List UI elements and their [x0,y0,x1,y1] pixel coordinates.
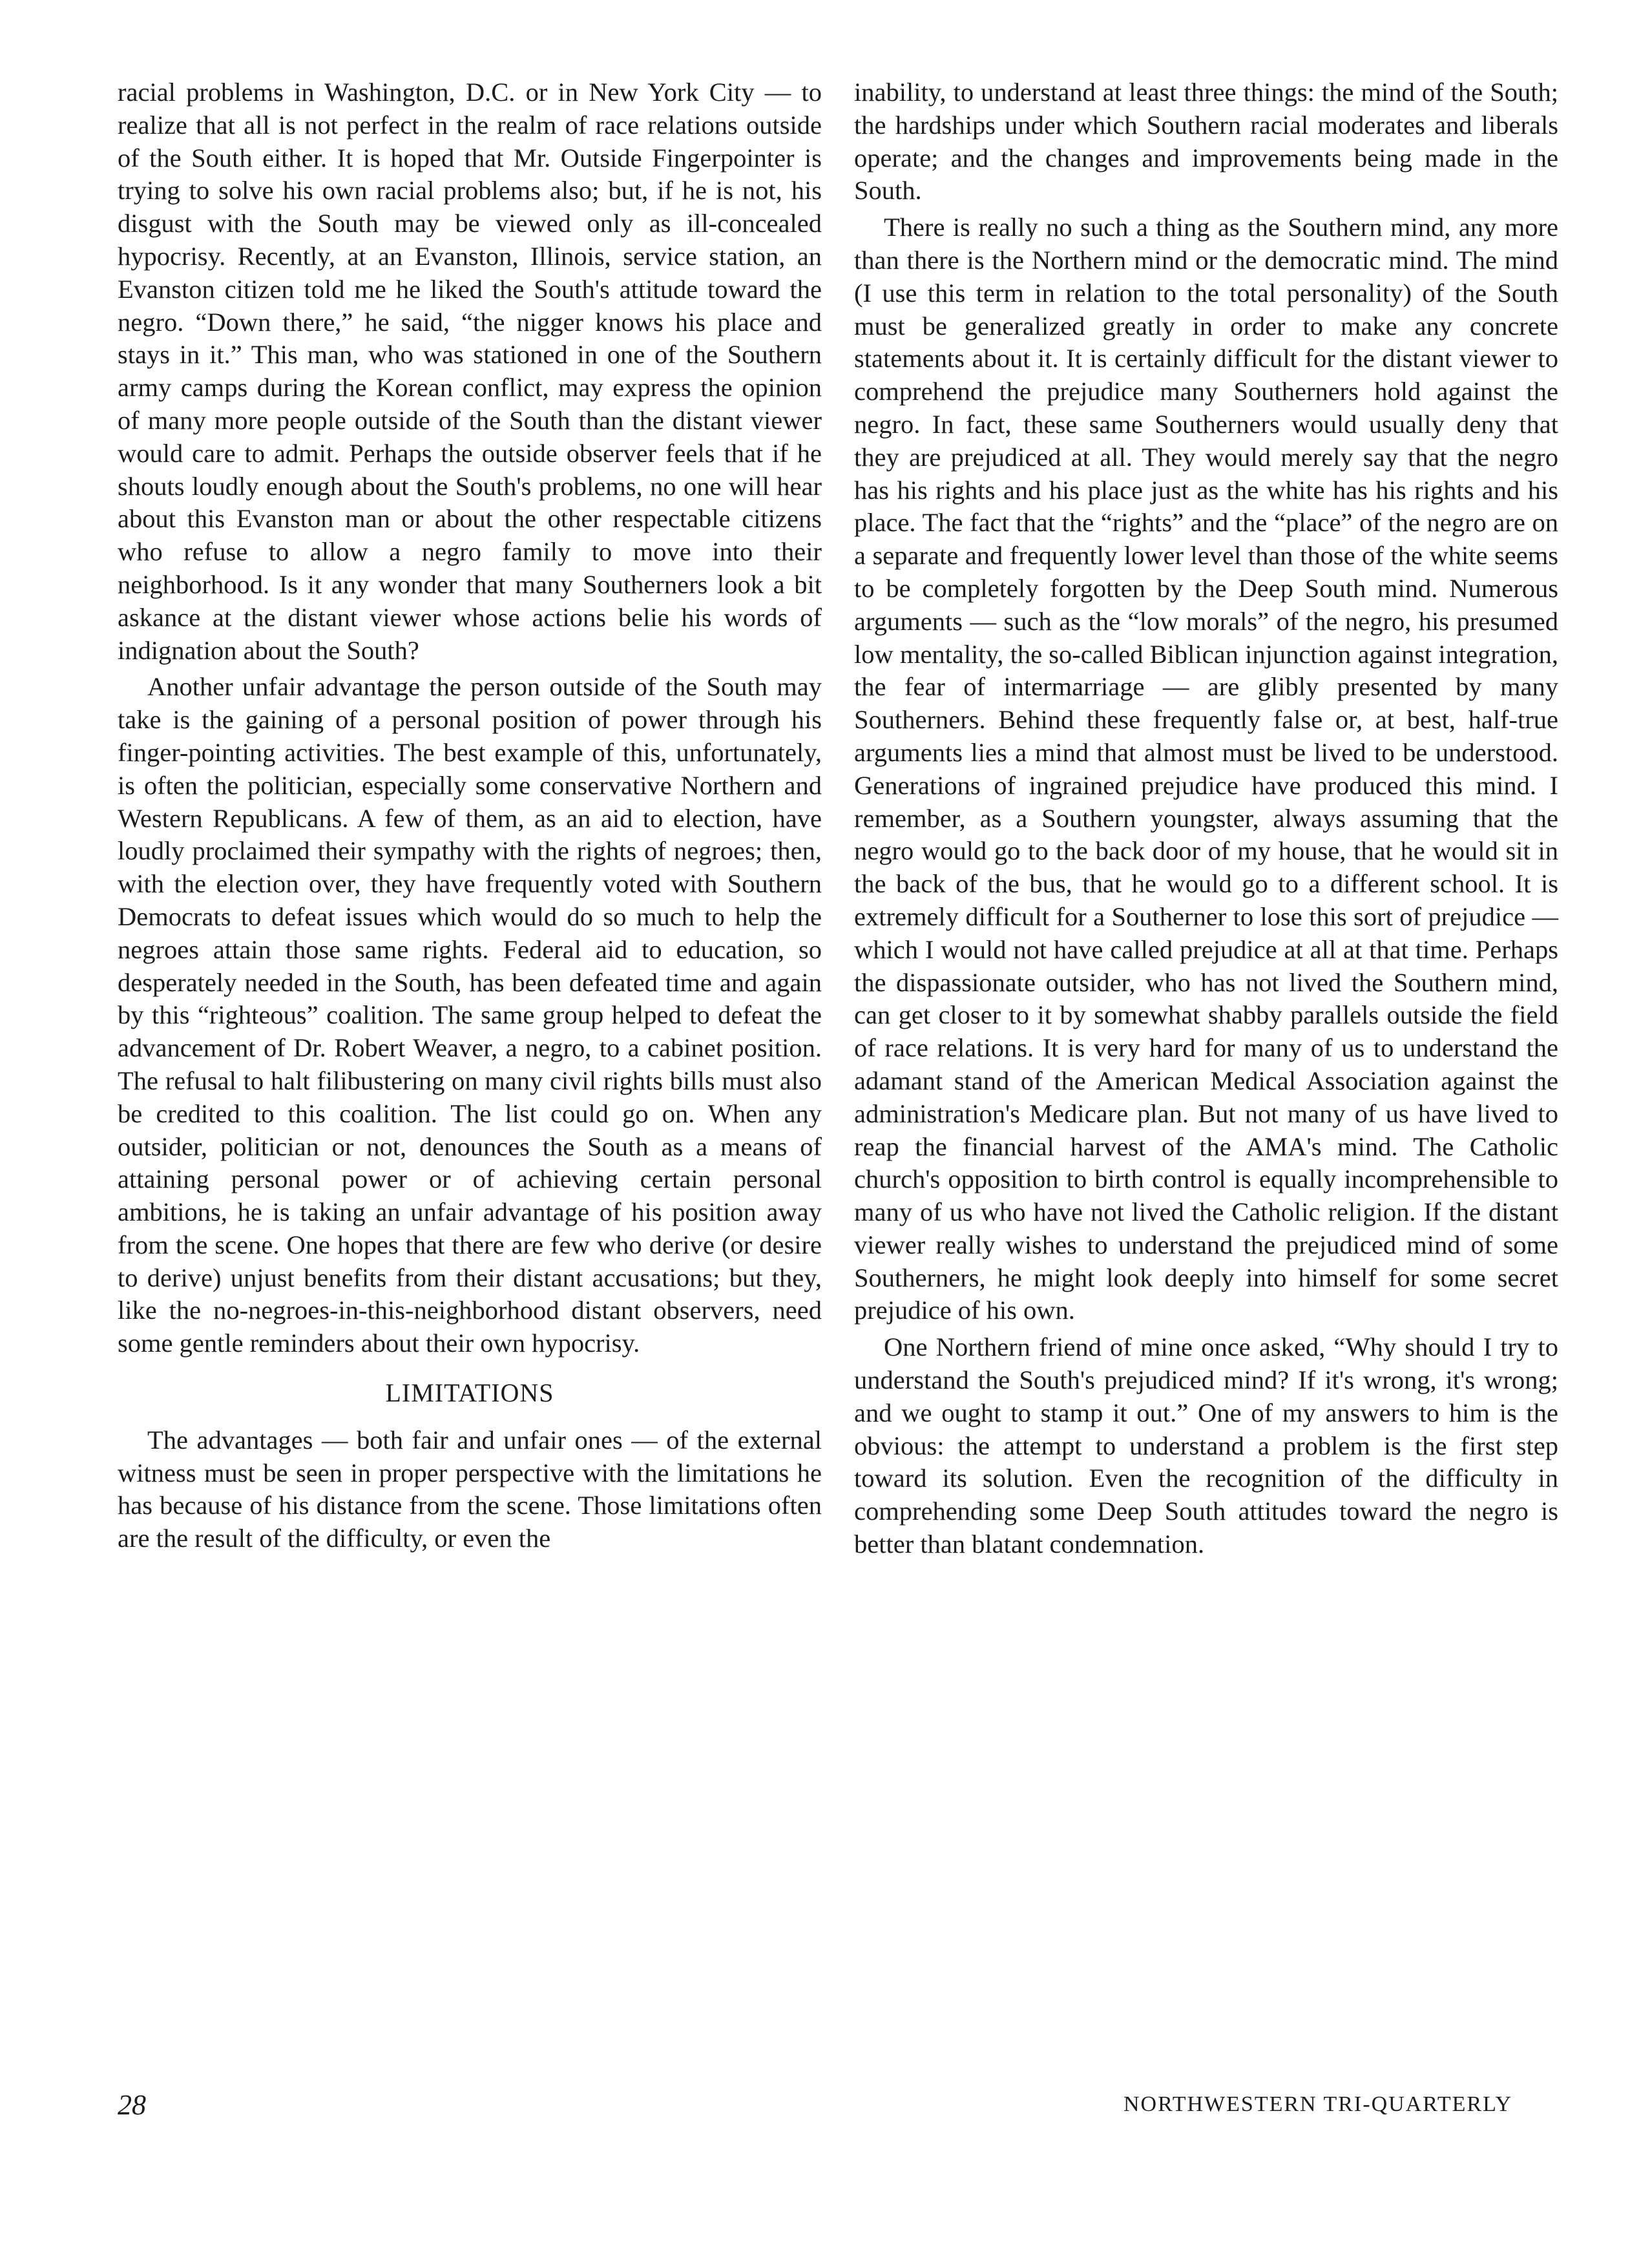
left-column [118,76,822,1559]
section-heading-limitations: LIMITATIONS [385,1378,554,1408]
page-number: 28 [118,2089,146,2121]
journal-title: NORTHWESTERN TRI-QUARTERLY [1123,2092,1512,2116]
right-column [854,76,1558,1565]
right-paragraph-2: There is really no such a thing as the Southern mind, any more than there is the Northern mind or the democratic mind. The mind (I use this term in relation to the total personality) of the South must be generalized greatly in order to make any concrete statements about it. It is certainly difficult for the distant viewer to comprehend the prejudice many Southerners hold against the negro. In fact, these same Southerners would usually deny that they are prejudiced at all. They would merely say that the negro has his rights and his place just as the white has his rights and his place. The fact that the “rights” and the “place” of the negro are on a separate and frequently lower level than those of the white seems to be completely forgotten by the Deep South mind. Numerous arguments — such as the “low morals” of the negro, his presumed low mentality, the so-called Biblican injunction against integration, the fear of intermarriage — are glibly presented by many Southerners. Behind these frequently false or, at best, half-true arguments lies a mind that almost must be lived to be understood. Generations of ingrained prejudice have produced this mind. I remember, as a Southern youngster, always assuming that the negro would go to the back door of my house, that he would sit in the back of the bus, that he would go to a different school. It is extremely difficult for a Southerner to lose this sort of prejudice — which I would not have called prejudice at all at that time. Perhaps the dispassionate outsider, who has not lived the Southern mind, can get closer to it by somewhat shabby parallels outside the field of race relations. It is very hard for many of us to understand the adamant stand of the American Medical Association against the administration's Medicare plan. But not many of us have lived to reap the financial harvest of the AMA's mind. The Catholic church's opposition to birth control is equally incomprehensible to many of us who have not lived the Catholic religion. If the distant viewer really wishes to understand the prejudiced mind of some Southerners, he might look deeply into himself for some secret prejudice of his own. [854,213,1558,1325]
left-paragraph-2: Another unfair advantage the person outside of the South may take is the gaining of a personal position of power through his finger-pointing activities. The best example of this, unfortunately, is often the politician, especially some conservative Northern and Western Republicans. A few of them, as an aid to election, have loudly proclaimed their sympathy with the rights of negroes; then, with the election over, they have frequently voted with Southern Democrats to defeat issues which would do so much to help the negroes attain those same rights. Federal aid to education, so desperately needed in the South, has been defeated time and again by this “righteous” coalition. The same group helped to defeat the advancement of Dr. Robert Weaver, a negro, to a cabinet position. The refusal to halt filibustering on many civil rights bills must also be credited to this coalition. The list could go on. When any outsider, politician or not, denounces the South as a means of attaining personal power or of achieving certain personal ambitions, he is taking an unfair advantage of his position away from the scene. One hopes that there are few who derive (or desire to derive) unjust benefits from their distant accusations; but they, like the no-negroes-in-this-neighborhood distant observers, need some gentle reminders about their own hypocrisy. [118,672,822,1358]
right-paragraph-3: One Northern friend of mine once asked, “Why should I try to understand the South's prejudiced mind? If it's wrong, it's wrong; and we ought to stamp it out.” One of my answers to him is the obvious: the attempt to understand a problem is the first step toward its solution. Even the recognition of the difficulty in comprehending some Deep South attitudes toward the negro is better than blatant condemnation. [854,1332,1558,1559]
right-paragraph-1: inability, to understand at least three things: the mind of the South; the hardships under which Southern racial moderates and liberals operate; and the changes and improvements being made in the South. [854,78,1558,205]
left-paragraph-3: The advantages — both fair and unfair ones — of the external witness must be seen in proper perspective with the limitations he has because of his distance from the scene. Those limitations often are the result of the difficulty, or even the [118,1425,822,1553]
left-paragraph-1: racial problems in Washington, D.C. or in New York City — to realize that all is not perfect in the realm of race relations outside of the South either. It is hoped that Mr. Outside Fingerpointer is trying to solve his own racial problems also; but, if he is not, his disgust with the South may be viewed only as ill-concealed hypocrisy. Recently, at an Evanston, Illinois, service station, an Evanston citizen told me he liked the South's attitude toward the negro. “Down there,” he said, “the nigger knows his place and stays in it.” This man, who was stationed in one of the Southern army camps during the Korean conflict, may express the opinion of many more people outside of the South than the distant viewer would care to admit. Perhaps the outside observer feels that if he shouts loudly enough about the South's problems, no one will hear about this Evanston man or about the other respectable citizens who refuse to allow a negro family to move into their neighborhood. Is it any wonder that many Southerners look a bit askance at the distant viewer whose actions belie his words of indignation about the South? [118,78,822,665]
